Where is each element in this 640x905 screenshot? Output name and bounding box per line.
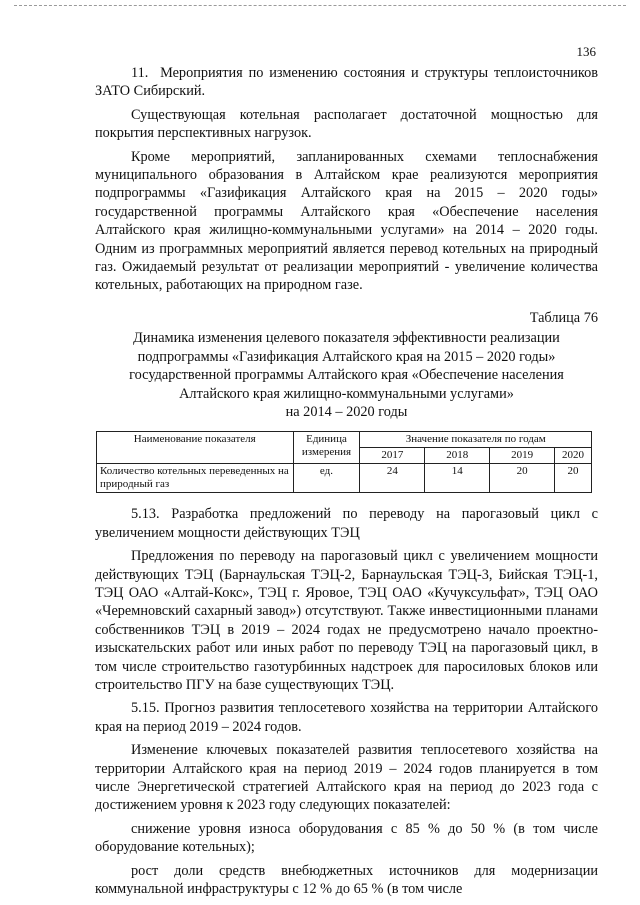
row-value: 20	[554, 464, 591, 493]
paragraph-section-5-13: 5.13. Разработка предложений по переводу на парогазовый цикл с увеличением мощности действующих ТЭЦ	[95, 506, 598, 541]
page-number: 136	[576, 44, 596, 59]
paragraph-section-11: 11. Мероприятия по изменению состояния и структуры теплоисточников ЗАТО Сибирский.	[95, 65, 598, 100]
header-year: 2020	[554, 448, 591, 464]
table-label: Таблица 76	[529, 309, 598, 326]
header-year: 2018	[425, 448, 490, 464]
paragraph-wear-reduction: снижение уровня износа оборудования с 85 % до 50 % (в том числе оборудование котельных);	[95, 820, 598, 856]
header-values-by-year: Значение показателя по годам	[360, 432, 592, 448]
header-unit: Единица измерения	[293, 432, 360, 464]
paragraph-section-5-15: 5.15. Прогноз развития теплосетевого хозяйства на территории Алтайского края на период 2019 – 2024 годов.	[95, 700, 598, 735]
table-row	[97, 464, 592, 493]
row-indicator: Количество котельных переведенных на природный газ	[97, 464, 294, 493]
paragraph-gasification: Кроме мероприятий, запланированных схемами теплоснабжения муниципального образования в Алтайском крае реализуются мероприятия подпрограммы «Газификация Алтайского края на 2015 – 2020 годы» государственной программы Алтайского края «Обеспечение населения Алтайского края жилищно-коммунальными услугами» на 2014 – 2020 годы. Одним из программных мероприятий является перевод котельных на природный газ. Ожидаемый результат от реализации мероприятий - увеличение количества котельных, работающих на природном газе.	[95, 148, 598, 294]
paragraph-chp-proposals: Предложения по переводу на парогазовый цикл с увеличением мощности действующих ТЭЦ (Барнаульская ТЭЦ-2, Барнаульская ТЭЦ-3, Бийская ТЭЦ-1, ТЭЦ ОАО «Алтай-Кокс», ТЭЦ г. Яровое, ТЭЦ ОАО «Кучуксульфат», ТЭЦ ОАО «Черемновский сахарный завод») отсутствуют. Также инвестиционными планами собственников ТЭЦ в 2019 – 2024 годах не предусмотрено начало проектно-изыскательских работ или иных работ по переводу ТЭЦ на парогазовый цикл, в том числе строительство газотурбинных надстроек для паросиловых блоков или строительство ПГУ на базе существующих ТЭЦ.	[95, 548, 598, 693]
indicator-table	[96, 431, 592, 493]
header-year: 2019	[490, 448, 555, 464]
table-title	[95, 329, 598, 421]
row-value: 24	[360, 464, 425, 493]
document-body	[95, 64, 598, 903]
paragraph-offbudget-share: рост доли средств внебюджетных источников для модернизации коммунальной инфраструктуры с 12 % до 65 % (в том числе	[95, 862, 598, 898]
paragraph-key-indicators: Изменение ключевых показателей развития теплосетевого хозяйства на территории Алтайского края на период 2019 – 2024 годов планируется в том числе Энергетической стратегией Алтайского края на период до 2023 года с достижением уровня к 2023 году следующих показателей:	[95, 742, 598, 814]
table-title-line: государственной программы Алтайского края «Обеспечение населения	[129, 367, 564, 384]
table-title-line: Алтайского края жилищно-коммунальными услугами»	[179, 385, 514, 402]
paragraph-capacity: Существующая котельная располагает достаточной мощностью для покрытия перспективных нагрузок.	[95, 106, 598, 142]
scan-edge-line	[14, 5, 626, 6]
table-title-line: Динамика изменения целевого показателя эффективности реализации	[133, 330, 560, 347]
row-value: 14	[425, 464, 490, 493]
table-title-line: на 2014 – 2020 годы	[285, 403, 408, 420]
row-value: 20	[490, 464, 555, 493]
table-header-row	[97, 432, 592, 448]
row-unit: ед.	[293, 464, 360, 493]
header-indicator: Наименование показателя	[97, 432, 294, 464]
header-year: 2017	[360, 448, 425, 464]
table-title-line: подпрограммы «Газификация Алтайского края на 2015 – 2020 годы»	[137, 348, 556, 365]
